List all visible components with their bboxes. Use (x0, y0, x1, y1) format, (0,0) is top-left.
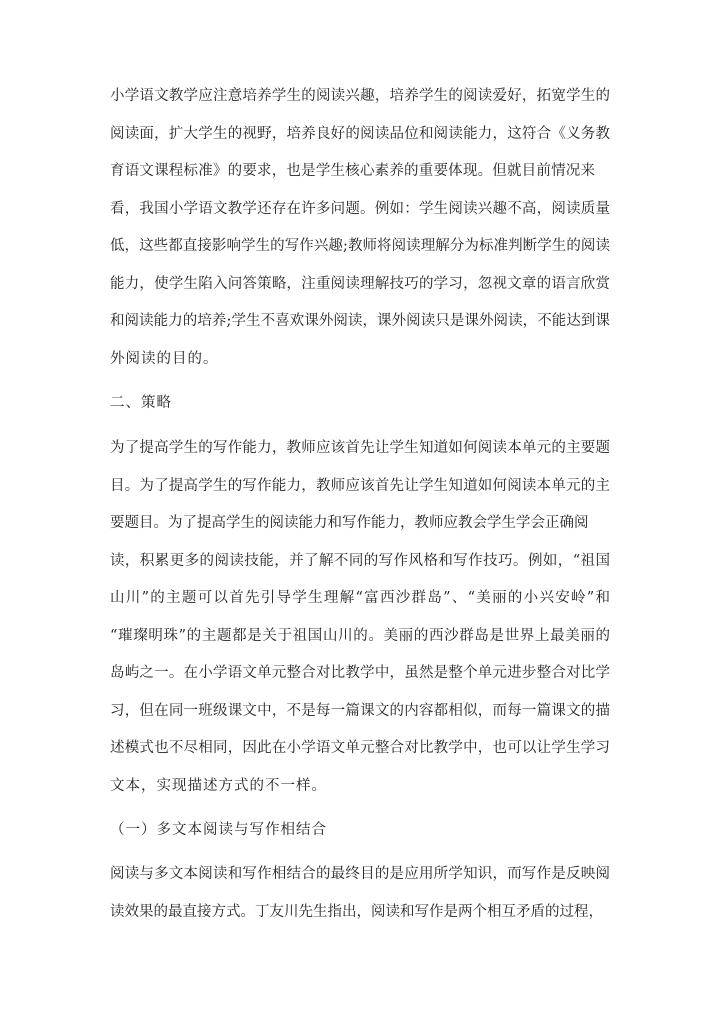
paragraph-2-line: “璀璨明珠”的主题都是关于祖国山川的。美丽的西沙群岛是世界上最美丽的 (110, 628, 610, 644)
paragraph-1-line: 外阅读的目的。 (110, 351, 219, 367)
paragraph-2-line: 文本，实现描述方式的不一样。 (110, 778, 327, 794)
subsection-heading: （一）多文本阅读与写作相结合 (110, 822, 327, 838)
paragraph-1-line: 育语文课程标准》的要求，也是学生核心素养的重要体现。但就目前情况来 (110, 163, 595, 179)
paragraph-2-line: 要题目。为了提高学生的阅读能力和写作能力，教师应教会学生学会正确阅 (110, 515, 589, 531)
paragraph-1-line: 小学语文教学应注意培养学生的阅读兴趣，培养学生的阅读爱好，拓宽学生的 (110, 88, 610, 104)
section-heading: 二、策略 (110, 395, 172, 411)
paragraph-1-line: 阅读面，扩大学生的视野，培养良好的阅读品位和阅读能力，这符合《义务教 (110, 126, 610, 142)
paragraph-2-line: 为了提高学生的写作能力，教师应该首先让学生知道如何阅读本单元的主要题 (110, 440, 610, 456)
paragraph-2-line: 岛屿之一。在小学语文单元整合对比教学中，虽然是整个单元进步整合对比学 (110, 665, 610, 681)
paragraph-2-line: 述模式也不尽相同，因此在小学语文单元整合对比教学中，也可以让学生学习 (110, 740, 610, 756)
paragraph-1-line: 能力，使学生陷入问答策略，注重阅读理解技巧的学习，忽视文章的语言欣赏 (110, 276, 610, 292)
paragraph-2-line: 读，积累更多的阅读技能，并了解不同的写作风格和写作技巧。例如，“祖国 (110, 553, 610, 569)
paragraph-1-line: 和阅读能力的培养;学生不喜欢课外阅读，课外阅读只是课外阅读，不能达到课 (110, 313, 610, 329)
paragraph-2-line: 山川”的主题可以首先引导学生理解“富西沙群岛”、“美丽的小兴安岭”和 (110, 590, 610, 606)
paragraph-2-line: 习，但在同一班级课文中，不是每一篇课文的内容都相似，而每一篇课文的描 (110, 703, 610, 719)
paragraph-1-line: 低，这些都直接影响学生的写作兴趣;教师将阅读理解分为标准判断学生的阅读 (110, 238, 610, 254)
paragraph-2-line: 目。为了提高学生的写作能力，教师应该首先让学生知道如何阅读本单元的主 (110, 478, 610, 494)
paragraph-3-line: 读效果的最直接方式。丁友川先生指出，阅读和写作是两个相互矛盾的过程， (110, 904, 603, 920)
paragraph-1-line: 看，我国小学语文教学还存在许多问题。例如：学生阅读兴趣不高，阅读质量 (110, 201, 610, 217)
paragraph-3-line: 阅读与多文本阅读和写作相结合的最终目的是应用所学知识，而写作是反映阅 (110, 866, 610, 882)
